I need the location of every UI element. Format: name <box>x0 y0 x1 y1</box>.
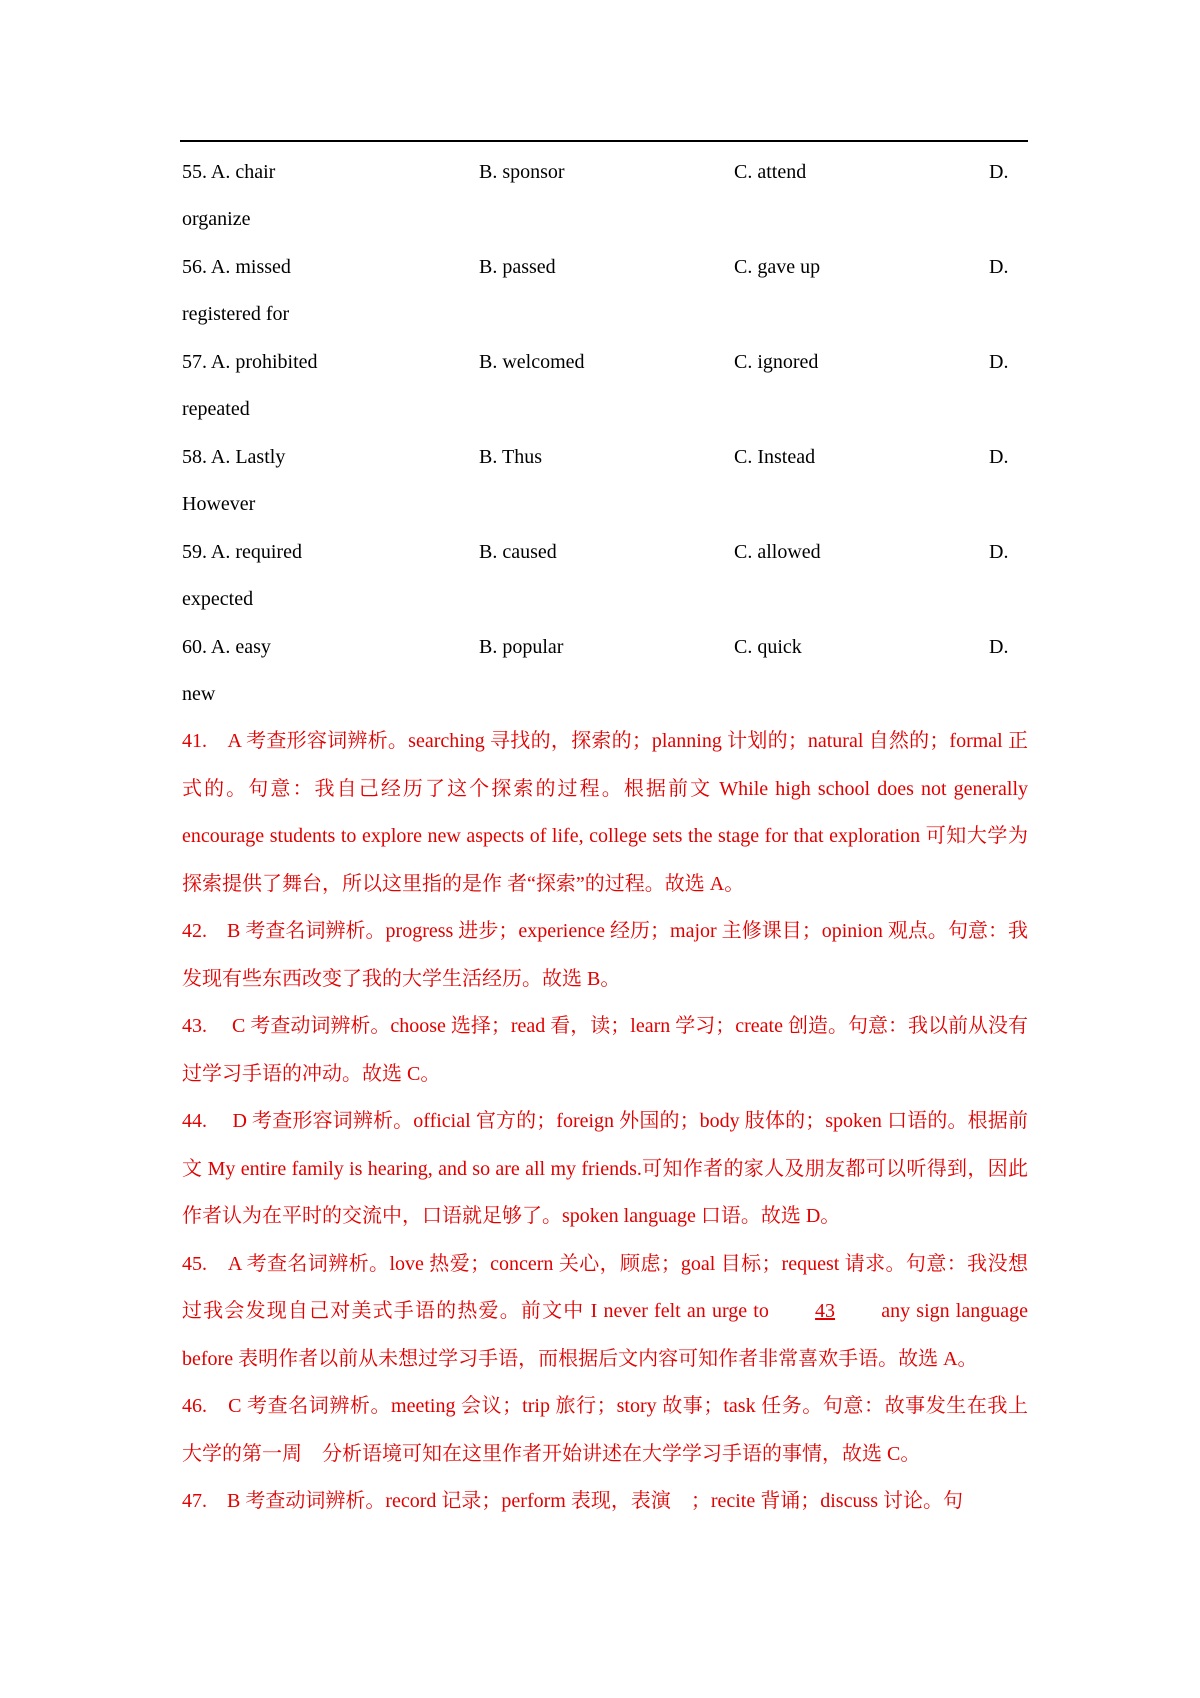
question-55 <box>182 148 1028 243</box>
answer-41: 41. A 考查形容词辨析。searching 寻找的，探索的；planning 计划的；natural 自然的；formal 正式的。句意：我自己经历了这个探索的过程。根据前文 While high school does not generally encourage students to explore new aspects of life, college sets the stage for that exploration 可知大学为探索提供了舞台，所以这里指的是作 者“探索”的过程。故选 A。 <box>182 730 1028 895</box>
answer-45-text-after: any sign language before 表明作者以前从未想过学习手语，而根据后文内容可知作者非常喜欢手语。故选 A。 <box>182 1300 1028 1370</box>
answer-43: 43. C 考查动词辨析。choose 选择；read 看，读；learn 学习；create 创造。句意：我以前从没有过学习手语的冲动。故选 C。 <box>182 1015 1028 1085</box>
question-60 <box>182 623 1028 718</box>
option-a: 60. A. easy <box>182 636 271 658</box>
options-row <box>182 433 1028 481</box>
option-d: D. <box>989 541 1009 563</box>
option-b: B. welcomed <box>479 351 585 373</box>
answer-42: 42. B 考查名词辨析。progress 进步；experience 经历；major 主修课目；opinion 观点。句意：我发现有些东西改变了我的大学生活经历。故选 B。 <box>182 920 1028 990</box>
options-row <box>182 243 1028 291</box>
option-d: D. <box>989 256 1009 278</box>
option-d: D. <box>989 161 1009 183</box>
option-d-text: repeated <box>182 398 250 420</box>
answer-45-text-before: 45. A 考查名词辨析。love 热爱；concern 关心，顾虑；goal 目标；request 请求。句意：我没想过我会发现自己对美式手语的热爱。前文中 I never felt an urge to <box>182 1252 1028 1322</box>
option-b: B. caused <box>479 541 557 563</box>
option-d-text: expected <box>182 588 254 610</box>
option-a: 58. A. Lastly <box>182 446 286 468</box>
option-d: D. <box>989 446 1009 468</box>
option-c: C. attend <box>734 161 807 183</box>
question-56 <box>182 243 1028 338</box>
option-c: C. Instead <box>734 446 816 468</box>
answer-47: 47. B 考查动词辨析。record 记录；perform 表现，表演 ；recite 背诵；discuss 讨论。句 <box>182 1490 964 1512</box>
option-d-text: registered for <box>182 303 290 325</box>
page-content <box>182 148 1028 1526</box>
option-c: C. quick <box>734 636 802 658</box>
option-d-text: However <box>182 493 256 515</box>
option-b: B. passed <box>479 256 556 278</box>
option-d-text: organize <box>182 208 251 230</box>
option-c: C. gave up <box>734 256 821 278</box>
answer-explanations <box>182 718 1028 1526</box>
question-58 <box>182 433 1028 528</box>
options-row <box>182 528 1028 576</box>
answer-45 <box>182 1241 1028 1384</box>
option-c: C. allowed <box>734 541 821 563</box>
option-d: D. <box>989 636 1009 658</box>
option-b: B. popular <box>479 636 564 658</box>
option-a: 56. A. missed <box>182 256 291 278</box>
options-row <box>182 148 1028 196</box>
answer-46: 46. C 考查名词辨析。meeting 会议；trip 旅行；story 故事；task 任务。句意：故事发生在我上大学的第一周 分析语境可知在这里作者开始讲述在大学学习手语的事情，故选 C。 <box>182 1395 1028 1465</box>
option-b: B. sponsor <box>479 161 565 183</box>
options-row <box>182 623 1028 671</box>
question-59 <box>182 528 1028 623</box>
option-a: 57. A. prohibited <box>182 351 318 373</box>
header-rule <box>180 140 1028 142</box>
option-a: 55. A. chair <box>182 161 276 183</box>
option-a: 59. A. required <box>182 541 302 563</box>
options-row <box>182 338 1028 386</box>
option-d-text: new <box>182 683 216 705</box>
answer-44: 44. D 考查形容词辨析。official 官方的；foreign 外国的；body 肢体的；spoken 口语的。根据前文 My entire family is hearing, and so are all my friends.可知作者的家人及朋友都可以听得到，因此作者认为在平时的交流中，口语就足够了。spoken language 口语。故选 D。 <box>182 1110 1028 1227</box>
option-b: B. Thus <box>479 446 542 468</box>
answer-45-blank: 43 <box>815 1300 836 1322</box>
option-c: C. ignored <box>734 351 819 373</box>
question-57 <box>182 338 1028 433</box>
option-d: D. <box>989 351 1009 373</box>
